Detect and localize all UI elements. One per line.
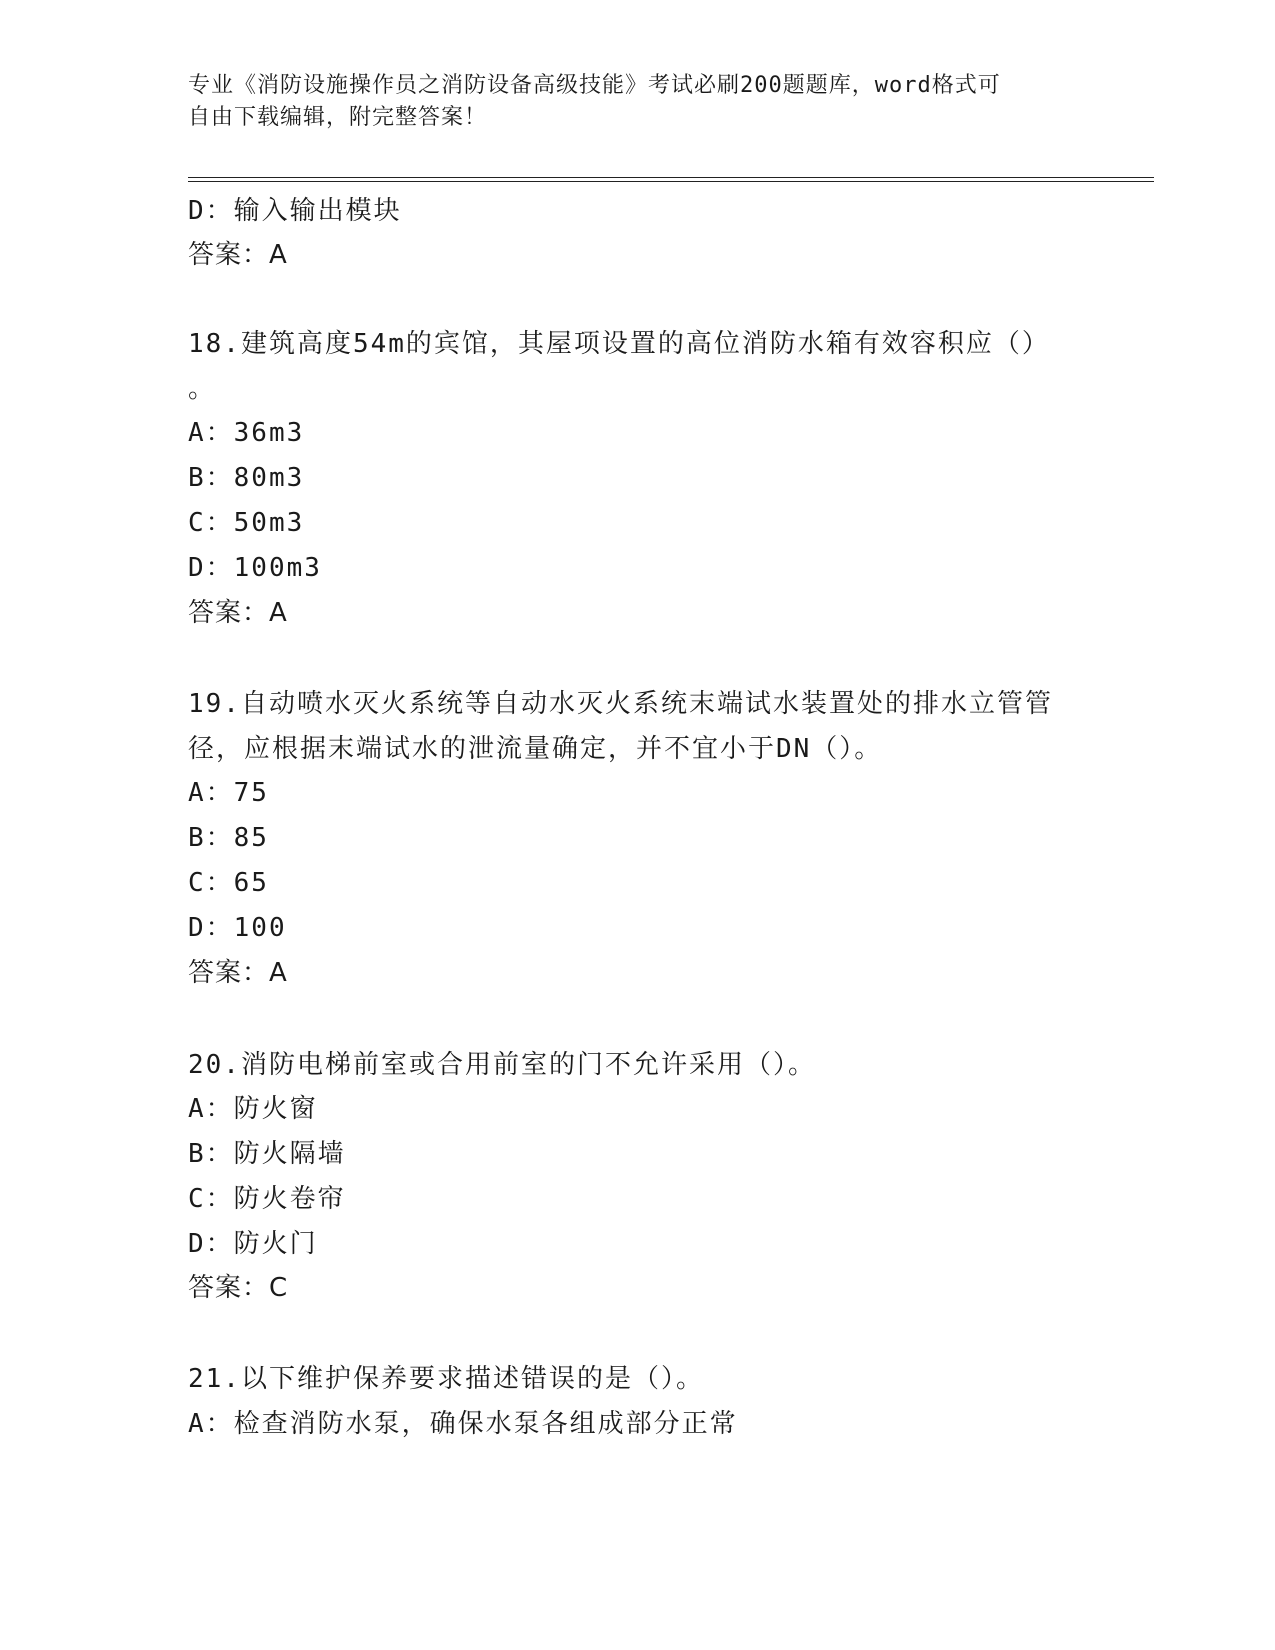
header-title-line-1: 专业《消防设施操作员之消防设备高级技能》考试必刷200题题库，word格式可 (188, 73, 1001, 98)
q19-option-b: B：85 (188, 823, 269, 853)
q20-option-c: C：防火卷帘 (188, 1184, 346, 1214)
header-title-line-2: 自由下载编辑，附完整答案！ (188, 105, 488, 130)
q18-answer: 答案：A (188, 598, 288, 628)
q20-stem-line-1: 20.消防电梯前室或合用前室的门不允许采用（）。 (188, 1050, 816, 1080)
q18-option-a: A：36m3 (188, 418, 305, 448)
q21-option-a: A：检查消防水泵，确保水泵各组成部分正常 (188, 1409, 738, 1439)
q19-option-d: D：100 (188, 913, 287, 943)
q18-option-b: B：80m3 (188, 463, 305, 493)
header-divider-top (188, 177, 1154, 178)
q18-option-d: D：100m3 (188, 553, 322, 583)
q18-option-c: C：50m3 (188, 508, 305, 538)
q19-answer: 答案：A (188, 958, 288, 988)
q19-option-a: A：75 (188, 778, 269, 808)
q21-stem-line-1: 21.以下维护保养要求描述错误的是（）。 (188, 1364, 704, 1394)
q20-option-b: B：防火隔墙 (188, 1139, 346, 1169)
prev-option-d: D：输入输出模块 (188, 196, 402, 226)
document-header (188, 70, 1088, 134)
prev-answer: 答案：A (188, 240, 288, 270)
q19-option-c: C：65 (188, 868, 269, 898)
header-divider-bottom (188, 181, 1154, 182)
q20-option-a: A：防火窗 (188, 1094, 318, 1124)
q18-stem-line-1: 18.建筑高度54m的宾馆，其屋项设置的高位消防水箱有效容积应（） (188, 329, 1050, 359)
q19-stem-line-1: 19.自动喷水灭火系统等自动水灭火系统末端试水装置处的排水立管管 (188, 689, 1053, 719)
q20-option-d: D：防火门 (188, 1229, 318, 1259)
q19-stem-line-2: 径，应根据末端试水的泄流量确定，并不宜小于DN（）。 (188, 734, 883, 764)
q18-stem-line-2: 。 (188, 374, 217, 404)
q20-answer: 答案：C (188, 1273, 289, 1303)
